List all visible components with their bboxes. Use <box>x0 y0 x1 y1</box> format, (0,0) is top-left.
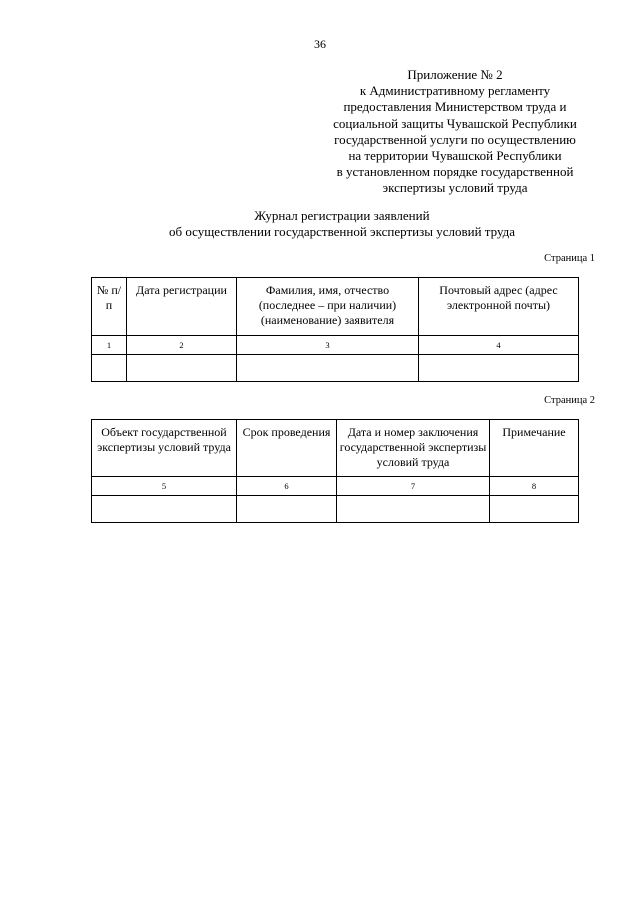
table-header-row <box>92 278 579 336</box>
table-cell <box>419 355 579 382</box>
appendix-line: предоставления Министерством труда и <box>343 99 567 115</box>
registration-table-page2 <box>91 419 579 523</box>
column-number: 4 <box>419 336 579 355</box>
appendix-line: в установленном порядке государственной <box>336 164 574 180</box>
appendix-line: государственной услуги по осуществлению <box>334 131 576 147</box>
column-number: 1 <box>92 336 127 355</box>
appendix-line: Приложение № 2 <box>407 67 503 82</box>
appendix-line: социальной защиты Чувашской Республики <box>333 115 577 131</box>
column-number: 7 <box>337 477 490 496</box>
column-number-row <box>92 336 579 355</box>
table-cell <box>127 355 237 382</box>
column-number: 2 <box>127 336 237 355</box>
table-row <box>92 355 579 382</box>
column-number: 5 <box>92 477 237 496</box>
appendix-line: экспертизы условий труда <box>382 180 528 196</box>
header-cell-registration-date: Дата регистрации <box>127 278 237 336</box>
registration-table-page1 <box>91 277 579 382</box>
appendix-line: на территории Чувашской Республики <box>348 148 562 164</box>
journal-title-line2: об осуществлении государственной экспертизы условий труда <box>168 224 516 239</box>
header-cell-expertise-object: Объект государственной экспертизы условий труда <box>92 420 237 477</box>
appendix-line: к Административному регламенту <box>359 83 551 99</box>
page2-label: Страница 2 <box>544 395 595 406</box>
header-cell-postal-address: Почтовый адрес (адрес электронной почты) <box>419 278 579 336</box>
page1-label: Страница 1 <box>544 253 595 264</box>
column-number: 3 <box>237 336 419 355</box>
header-cell-number: № п/п <box>92 278 127 336</box>
journal-title-line1: Журнал регистрации заявлений <box>254 208 430 223</box>
journal-title <box>0 208 640 240</box>
table-cell <box>337 496 490 523</box>
header-cell-note: Примечание <box>490 420 579 477</box>
header-cell-applicant-name: Фамилия, имя, отчество (последнее – при наличии) (наименование) заявителя <box>237 278 419 336</box>
table-cell <box>237 496 337 523</box>
header-cell-conclusion-date-number: Дата и номер заключения государственной экспертизы условий труда <box>337 420 490 477</box>
column-number-row <box>92 477 579 496</box>
table-cell <box>92 355 127 382</box>
table-cell <box>237 355 419 382</box>
appendix-header <box>310 67 600 197</box>
table-row <box>92 496 579 523</box>
table-header-row <box>92 420 579 477</box>
table-cell <box>490 496 579 523</box>
table-cell <box>92 496 237 523</box>
column-number: 6 <box>237 477 337 496</box>
header-cell-term: Срок проведения <box>237 420 337 477</box>
page-number: 36 <box>314 37 326 51</box>
column-number: 8 <box>490 477 579 496</box>
